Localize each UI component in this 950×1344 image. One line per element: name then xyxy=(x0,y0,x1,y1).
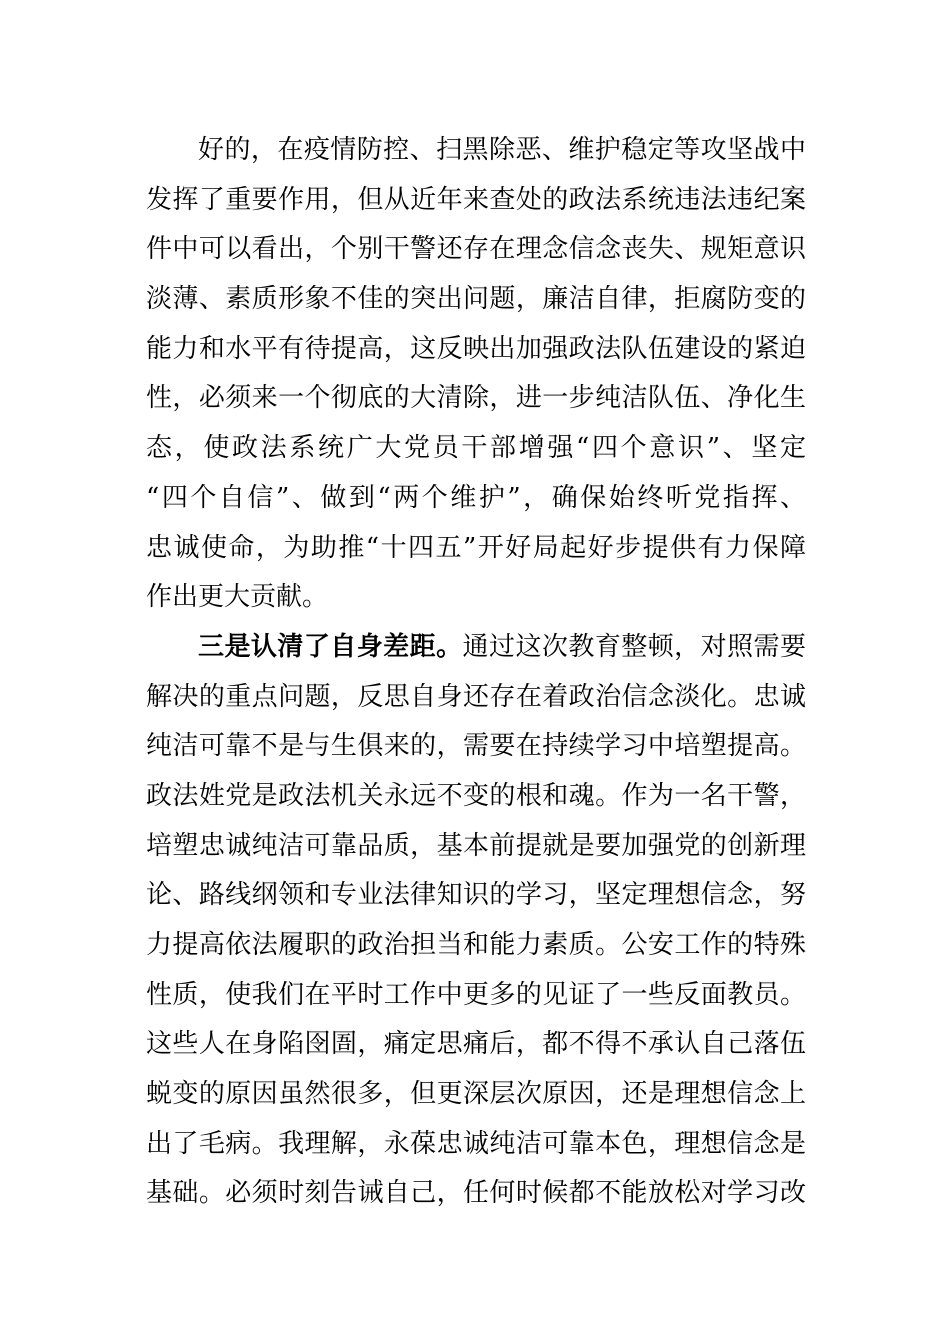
text-line: 论、路线纲领和专业法律知识的学习，坚定理想信念，努 xyxy=(146,880,806,911)
paragraph-1 xyxy=(146,126,806,623)
text-line: 性质，使我们在平时工作中更多的见证了一些反面教员。 xyxy=(146,979,806,1010)
text-line: “四个自信”、做到“两个维护”，确保始终听党指挥、 xyxy=(146,482,806,513)
paragraph-2 xyxy=(146,623,806,1219)
text-line: 出了毛病。我理解，永葆忠诚纯洁可靠本色，理想信念是 xyxy=(146,1128,806,1159)
text-line: 性，必须来一个彻底的大清除，进一步纯洁队伍、净化生 xyxy=(146,383,806,414)
text-line: 培塑忠诚纯洁可靠品质，基本前提就是要加强党的创新理 xyxy=(146,830,806,861)
text-line xyxy=(146,623,806,673)
heading-line-text: 通过这次教育整顿，对照需要 xyxy=(462,631,806,662)
text-line: 能力和水平有待提高，这反映出加强政法队伍建设的紧迫 xyxy=(146,333,806,364)
text-line: 忠诚使命，为助推“十四五”开好局起好步提供有力保障 xyxy=(146,532,806,563)
text-line: 作出更大贡献。 xyxy=(146,582,329,613)
text-line: 蜕变的原因虽然很多，但更深层次原因，还是理想信念上 xyxy=(146,1079,806,1110)
text-line: 发挥了重要作用，但从近年来查处的政法系统违法违纪案 xyxy=(146,184,806,215)
text-line: 好的，在疫情防控、扫黑除恶、维护稳定等攻坚战中 xyxy=(198,135,806,165)
text-line: 政法姓党是政法机关永远不变的根和魂。作为一名干警， xyxy=(146,780,806,811)
text-line: 态，使政法系统广大党员干部增强“四个意识”、坚定 xyxy=(146,433,806,464)
text-line: 力提高依法履职的政治担当和能力素质。公安工作的特殊 xyxy=(146,930,806,960)
section-heading: 三是认清了自身差距。 xyxy=(198,631,463,662)
text-line: 基础。必须时刻告诫自己，任何时候都不能放松对学习改 xyxy=(146,1178,806,1209)
text-line: 件中可以看出，个别干警还存在理念信念丧失、规矩意识 xyxy=(146,234,806,265)
text-line: 这些人在身陷囹圄，痛定思痛后，都不得不承认自己落伍 xyxy=(146,1029,806,1060)
text-line: 纯洁可靠不是与生俱来的，需要在持续学习中培塑提高。 xyxy=(146,731,806,762)
text-line: 解决的重点问题，反思自身还存在着政治信念淡化。忠诚 xyxy=(146,681,806,712)
text-line: 淡薄、素质形象不佳的突出问题，廉洁自律，拒腐防变的 xyxy=(146,284,806,315)
document-body xyxy=(146,126,806,1219)
